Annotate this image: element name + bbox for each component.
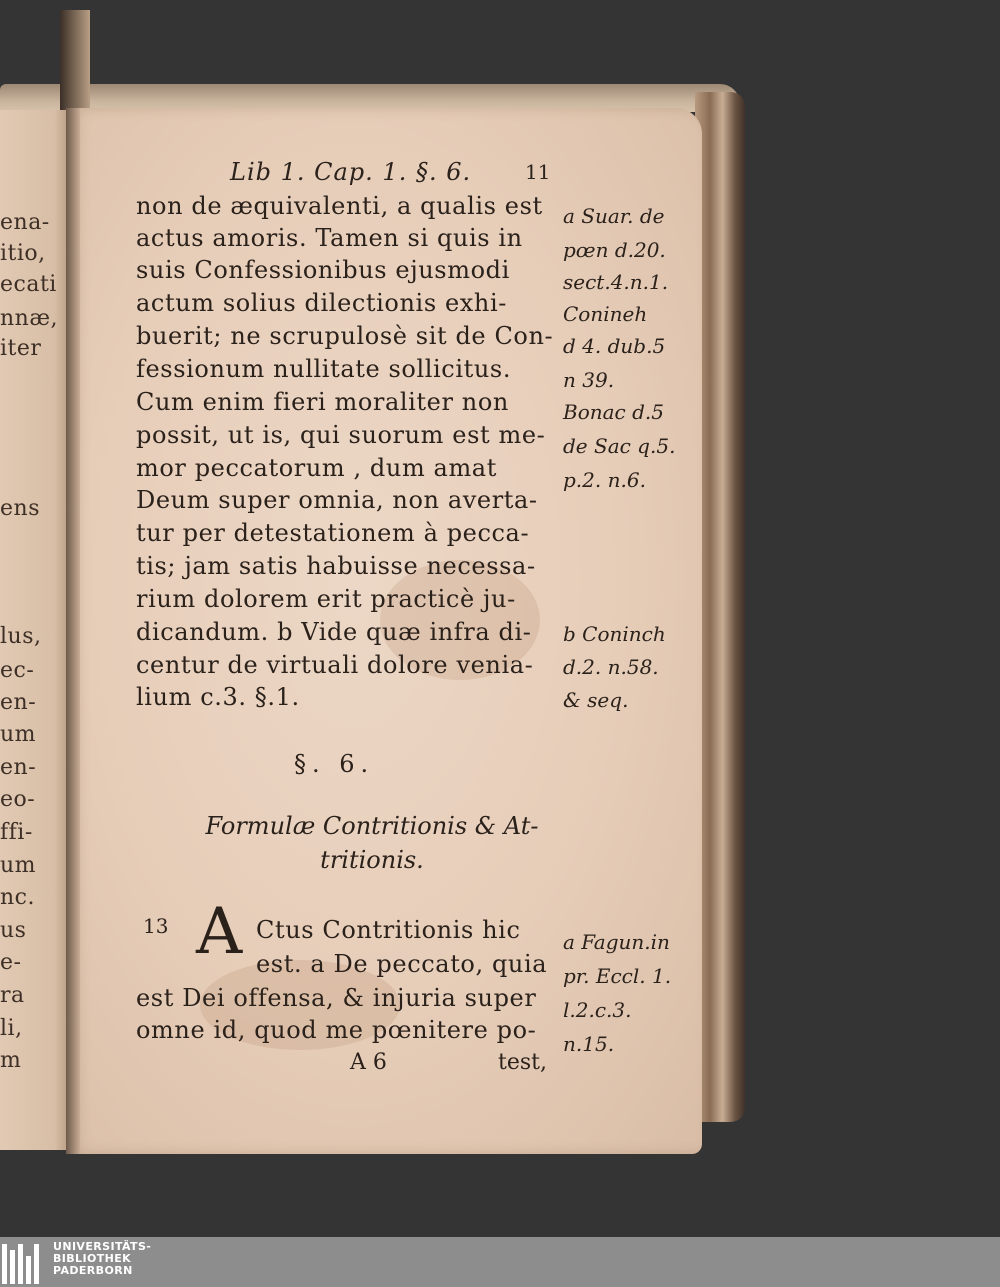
left-page-fragment: ecati: [0, 272, 57, 297]
library-name: [53, 1241, 151, 1277]
running-head: Lib 1. Cap. 1. §. 6.: [230, 158, 472, 186]
drop-cap: A: [196, 895, 243, 969]
library-name-line: BIBLIOTHEK: [53, 1252, 132, 1265]
margin-note: pœn d.20.: [563, 238, 666, 262]
left-page-fragment: en-: [0, 755, 37, 780]
left-page-fragment: ra: [0, 983, 25, 1008]
left-page-fragment: eo-: [0, 787, 36, 812]
left-page-fragment: ec-: [0, 658, 35, 683]
catchword: test,: [498, 1050, 547, 1075]
margin-note: pr. Eccl. 1.: [563, 964, 672, 988]
body-line: centur de virtuali dolore venia-: [136, 651, 534, 679]
margin-note: l.2.c.3.: [563, 998, 632, 1022]
margin-note: b Coninch: [563, 622, 666, 646]
left-page-fragment: m: [0, 1048, 22, 1073]
library-name-line: UNIVERSITÄTS-: [53, 1240, 152, 1253]
body-line: lium c.3. §.1.: [136, 683, 300, 711]
left-page-fragment: um: [0, 722, 37, 747]
margin-note: p.2. n.6.: [563, 468, 646, 492]
body-line: est Dei offensa, & injuria super: [136, 984, 537, 1012]
left-page-fragment: iter: [0, 336, 42, 361]
margin-note: a Fagun.in: [563, 930, 670, 954]
page-gutter: [66, 108, 80, 1154]
page-number: 11: [525, 160, 551, 184]
body-line: mor peccatorum , dum amat: [136, 454, 497, 482]
body-line: fessionum nullitate sollicitus.: [136, 355, 512, 383]
body-line: Deum super omnia, non averta-: [136, 486, 538, 514]
left-page-fragment: e-: [0, 950, 22, 975]
left-page-fragment: nnæ,: [0, 306, 59, 331]
body-line: Cum enim fieri moraliter non: [136, 388, 509, 416]
left-page-fragment: en-: [0, 690, 37, 715]
left-page-fragment: lus,: [0, 624, 42, 649]
margin-note: n 39.: [563, 368, 615, 392]
margin-note: a Suar. de: [563, 204, 665, 228]
left-page-fragment: ena-: [0, 210, 50, 235]
left-page-fragment: itio,: [0, 241, 46, 266]
body-line: tur per detestationem à pecca-: [136, 519, 530, 547]
body-line: rium dolorem erit practicè ju-: [136, 585, 516, 613]
section-title: Formulæ Contritionis & At-: [205, 812, 539, 840]
margin-note: d.2. n.58.: [563, 655, 659, 679]
body-line: omne id, quod me pœnitere po-: [136, 1016, 537, 1044]
margin-note: n.15.: [563, 1032, 615, 1056]
paragraph-number: 13: [143, 914, 169, 938]
body-line: possit, ut is, qui suorum est me-: [136, 421, 546, 449]
body-line: est. a De peccato, quia: [256, 950, 548, 978]
left-page-fragment: um: [0, 853, 37, 878]
left-page-fragment: us: [0, 918, 27, 943]
margin-note: d 4. dub.5: [563, 334, 666, 358]
margin-note: de Sac q.5.: [563, 434, 676, 458]
margin-note: & seq.: [563, 688, 629, 712]
left-page-fragment: ffi-: [0, 820, 33, 845]
left-page-fragment: li,: [0, 1016, 23, 1041]
body-line: actus amoris. Tamen si quis in: [136, 224, 523, 252]
body-line: tis; jam satis habuisse necessa-: [136, 552, 536, 580]
section-mark: §. 6.: [294, 750, 375, 778]
body-line: actum solius dilectionis exhi-: [136, 289, 507, 317]
body-line: suis Confessionibus ejusmodi: [136, 256, 510, 284]
margin-note: Bonac d.5: [563, 400, 664, 424]
body-line: Ctus Contritionis hic: [256, 916, 521, 944]
body-line: non de æquivalenti, a qualis est: [136, 192, 543, 220]
left-page-fragment: nc.: [0, 885, 35, 910]
section-title: tritionis.: [320, 846, 424, 874]
signature-mark: A 6: [350, 1050, 387, 1075]
library-name-line: PADERBORN: [53, 1264, 133, 1277]
margin-note: Conineh: [563, 302, 648, 326]
body-line: buerit; ne scrupulosè sit de Con-: [136, 322, 554, 350]
body-line: dicandum. b Vide quæ infra di-: [136, 618, 532, 646]
left-page-fragment: ens: [0, 496, 40, 521]
library-logo-icon: [2, 1240, 46, 1284]
margin-note: sect.4.n.1.: [563, 270, 669, 294]
page-edges: [695, 92, 745, 1122]
